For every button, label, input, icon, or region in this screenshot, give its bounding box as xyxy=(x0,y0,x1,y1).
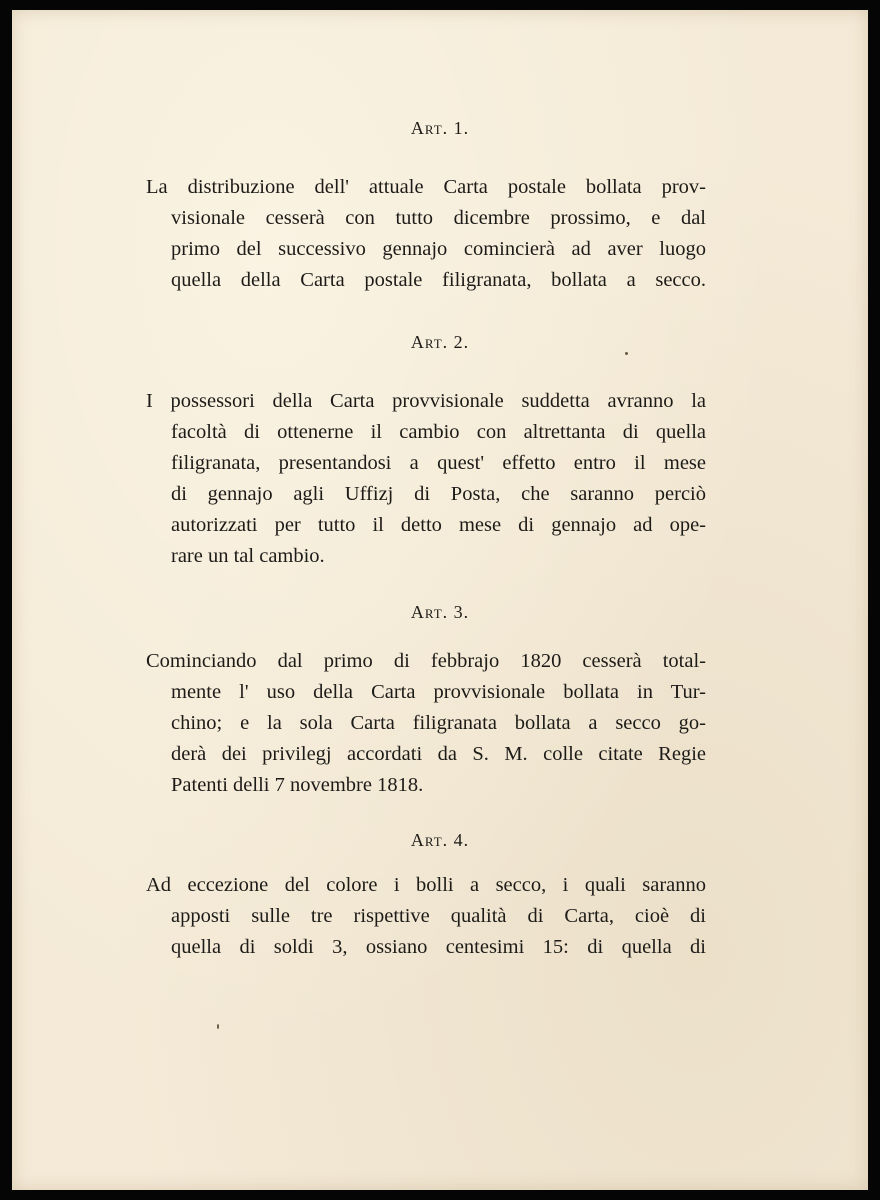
article-2-line-6: rare un tal cambio. xyxy=(171,545,325,567)
article-1-line-3: primo del successivo gennajo comincierà ad aver luogo xyxy=(171,238,706,260)
article-1-line-2: visionale cesserà con tutto dicembre prossimo, e dal xyxy=(171,207,706,229)
article-3-line-4: derà dei privilegj accordati da S. M. colle citate Regie xyxy=(171,743,706,765)
article-4-line-3: quella di soldi 3, ossiano centesimi 15: di quella di xyxy=(171,936,706,958)
article-3-paragraph xyxy=(146,646,706,801)
article-1-line-1: La distribuzione dell' attuale Carta postale bollata prov- xyxy=(146,176,706,198)
article-4-paragraph xyxy=(146,870,706,963)
article-2-line-2: facoltà di ottenerne il cambio con altrettanta di quella xyxy=(171,421,706,443)
paper-speck xyxy=(217,1024,219,1029)
article-1-heading: Art. 1. xyxy=(410,118,470,138)
article-2-line-3: filigranata, presentandosi a quest' effetto entro il mese xyxy=(171,452,706,474)
article-3-line-5: Patenti delli 7 novembre 1818. xyxy=(171,774,424,796)
article-4-line-1: Ad eccezione del colore i bolli a secco, i quali saranno xyxy=(146,874,706,896)
article-3-line-2: mente l' uso della Carta provvisionale bollata in Tur- xyxy=(171,681,706,703)
article-4-heading: Art. 4. xyxy=(410,830,470,850)
article-2-line-4: di gennajo agli Uffizj di Posta, che saranno perciò xyxy=(171,483,706,505)
article-2-line-5: autorizzati per tutto il detto mese di gennajo ad ope- xyxy=(171,514,706,536)
article-3-line-3: chino; e la sola Carta filigranata bollata a secco go- xyxy=(171,712,706,734)
article-2-heading: Art. 2. xyxy=(410,332,470,352)
article-2-paragraph xyxy=(146,386,706,572)
article-2-line-1: I possessori della Carta provvisionale suddetta avranno la xyxy=(146,390,706,412)
article-4-line-2: apposti sulle tre rispettive qualità di Carta, cioè di xyxy=(171,905,706,927)
article-1-line-4: quella della Carta postale filigranata, bollata a secco. xyxy=(171,269,706,291)
article-3-line-1: Cominciando dal primo di febbrajo 1820 cesserà total- xyxy=(146,650,706,672)
article-1-paragraph xyxy=(146,172,706,296)
paper-speck xyxy=(625,352,628,355)
article-3-heading: Art. 3. xyxy=(410,602,470,622)
